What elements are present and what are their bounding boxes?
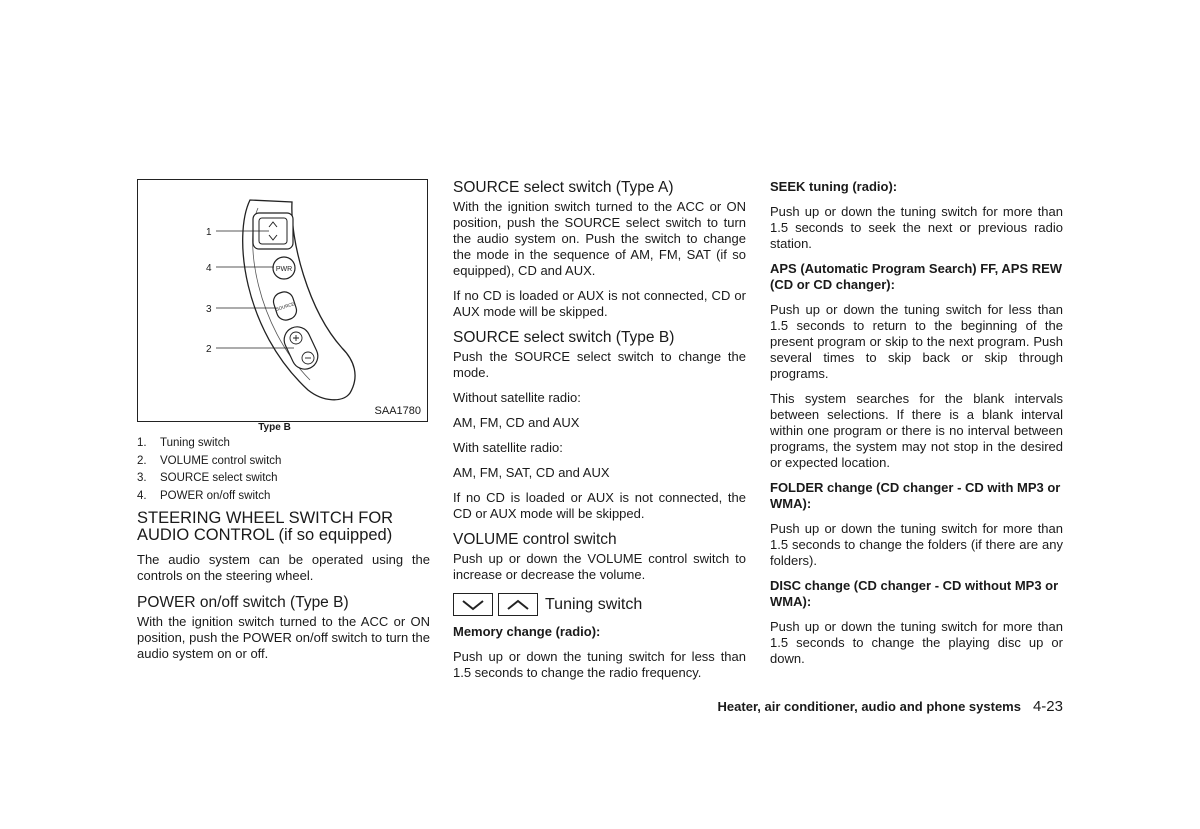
legend-item: 1. Tuning switch [137,437,230,449]
source-a-heading: SOURCE select switch (Type A) [453,179,674,196]
volume-heading: VOLUME control switch [453,531,617,548]
page-footer [718,698,1063,715]
aps-text: Push up or down the tuning switch for less than 1.5 seconds to return to the beginning of the present program or skip to the next program. Push several times to skip back or skip through programs. [770,302,1063,381]
svg-text:PWR: PWR [275,266,293,273]
section-title: STEERING WHEEL SWITCH FOR AUDIO CONTROL (if so equipped) [137,509,394,544]
column-left [137,179,430,671]
with-sat-sequence: AM, FM, SAT, CD and AUX [453,465,610,480]
chevron-down-icon [453,593,493,616]
steering-switch-figure [137,179,428,422]
tuning-heading [453,593,746,616]
source-b-note: If no CD is loaded or AUX is not connected, the CD or AUX mode will be skipped. [453,490,746,521]
figure-caption: Type B [258,422,291,433]
without-sat-sequence: AM, FM, CD and AUX [453,415,580,430]
callout-2: 2 [206,344,212,355]
column-middle [453,179,746,690]
aps-heading: APS (Automatic Program Search) FF, APS REW (CD or CD changer): [770,261,1063,292]
svg-text:SOURCE: SOURCE [275,301,296,312]
volume-text: Push up or down the VOLUME control switch to increase or decrease the volume. [453,551,746,582]
chevron-up-icon [498,593,538,616]
folder-text: Push up or down the tuning switch for more than 1.5 seconds to change the folders (if there are any folders). [770,521,1063,568]
legend-item: 4. POWER on/off switch [137,489,271,502]
source-b-text: Push the SOURCE select switch to change the mode. [453,349,746,380]
disc-heading: DISC change (CD changer - CD without MP3 or WMA): [770,578,1059,609]
source-b-heading: SOURCE select switch (Type B) [453,329,675,346]
disc-text: Push up or down the tuning switch for more than 1.5 seconds to change the playing disc up or down. [770,619,1063,666]
callout-4: 4 [206,263,212,274]
tuning-heading-label: Tuning switch [545,595,643,613]
seek-heading: SEEK tuning (radio): [770,179,898,194]
search-text: This system searches for the blank intervals between selections. If there is a blank interval within one program or there is no interval between programs, the system may not stop in the desired or expected location. [770,391,1063,470]
with-sat-label: With satellite radio: [453,440,563,455]
legend-item: 3. SOURCE select switch [137,472,278,484]
page-number: 4-23 [1032,698,1063,715]
legend-item: 2. VOLUME control switch [137,454,282,467]
column-right [770,179,1063,676]
steering-switch-illustration [138,180,429,423]
callout-3: 3 [206,304,212,315]
footer-title: Heater, air conditioner, audio and phone systems [717,699,1021,714]
seek-text: Push up or down the tuning switch for more than 1.5 seconds to seek the next or previous radio station. [770,204,1063,251]
figure-code: SAA1780 [374,405,421,417]
power-heading: POWER on/off switch (Type B) [137,594,349,611]
memory-text: Push up or down the tuning switch for less than 1.5 seconds to change the radio frequency. [453,649,746,680]
without-sat-label: Without satellite radio: [453,390,581,405]
source-a-text: With the ignition switch turned to the ACC or ON position, push the SOURCE select switch to turn the audio system on. Push the switch to change the mode in the sequence of AM, FM, SAT (if so equipped), CD and AUX. [453,199,746,278]
folder-heading: FOLDER change (CD changer - CD with MP3 or WMA): [770,480,1061,511]
figure-legend [137,435,430,505]
callout-1: 1 [206,227,212,238]
power-text: With the ignition switch turned to the ACC or ON position, push the POWER on/off switch to turn the audio system on or off. [137,614,430,661]
memory-heading: Memory change (radio): [453,624,601,639]
intro-text: The audio system can be operated using the controls on the steering wheel. [137,552,430,583]
source-a-note: If no CD is loaded or AUX is not connected, CD or AUX mode will be skipped. [453,288,746,319]
